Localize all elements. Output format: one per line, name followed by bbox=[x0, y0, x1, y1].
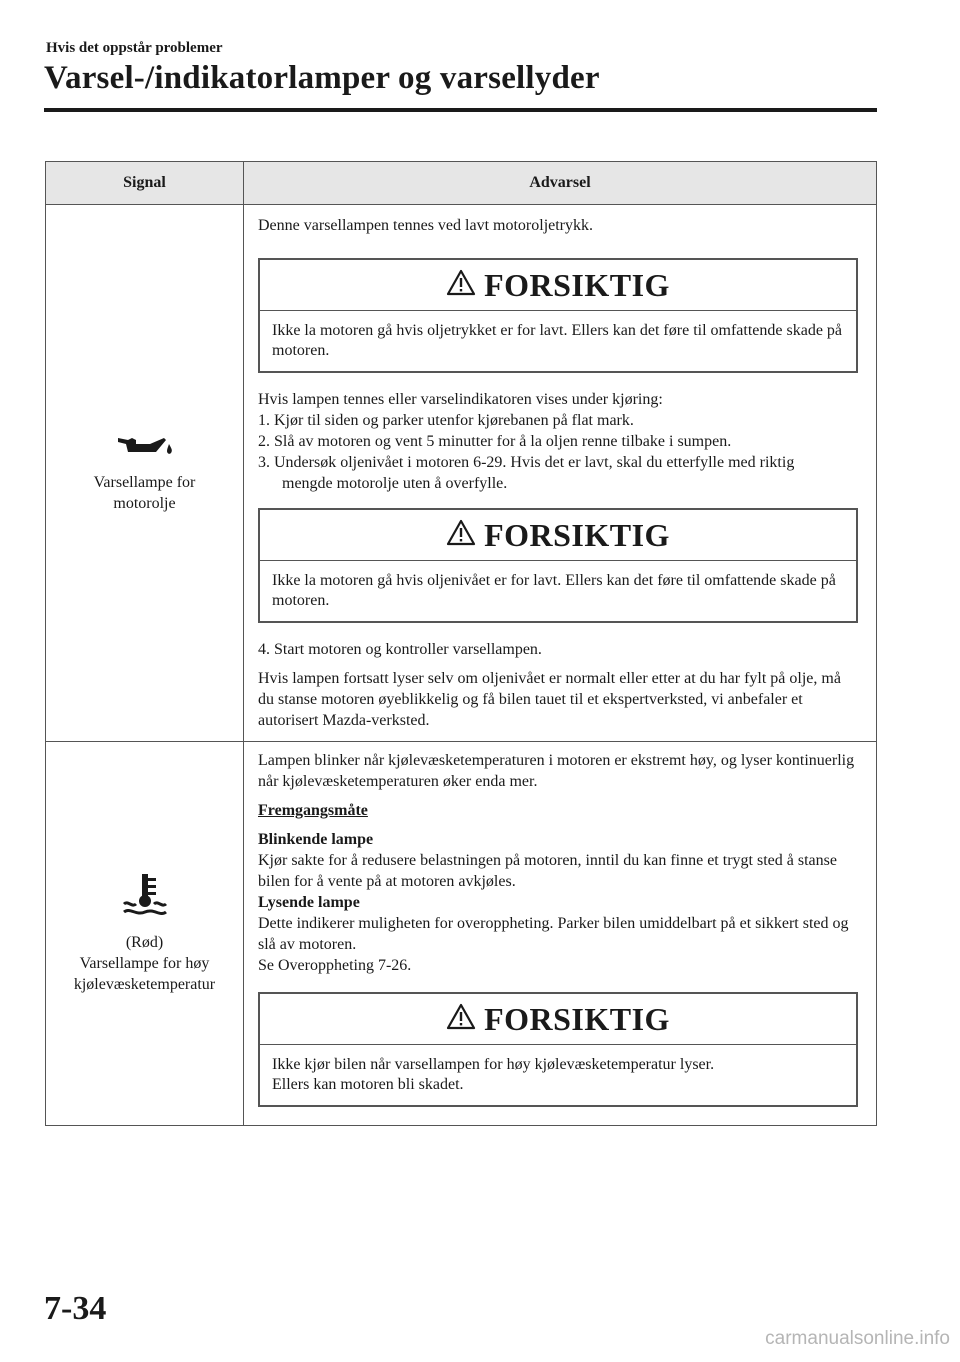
caution-box bbox=[258, 992, 858, 1107]
oil-closing: Hvis lampen fortsatt lyser selv om oljenivået er normalt eller etter at du har fylt på olje, må du stanse motoren øyeblikkelig og få bilen tauet til et ekspertverksted, vi anbefaler et autorisert Mazda-verksted. bbox=[258, 670, 841, 729]
coolant-intro: Lampen blinker når kjølevæsketemperaturen i motoren er ekstremt høy, og lyser kontinuerlig når kjølevæsketemperaturen øker enda mer. bbox=[258, 752, 855, 790]
warning-cell-oil bbox=[244, 205, 876, 741]
caution-text-line2: Ellers kan motoren bli skadet. bbox=[272, 1076, 464, 1093]
signal-label-line1: Varsellampe for høy bbox=[79, 955, 210, 972]
table-header bbox=[46, 162, 876, 205]
caution-text: Ikke la motoren gå hvis oljetrykket er for lavt. Ellers kan det føre til omfattende skade på motoren. bbox=[272, 322, 843, 359]
lit-heading: Lysende lampe bbox=[258, 894, 360, 911]
oil-intro: Denne varsellampen tennes ved lavt motoroljetrykk. bbox=[258, 217, 594, 234]
page-number: 7-34 bbox=[44, 1290, 107, 1327]
table-row bbox=[46, 741, 876, 1125]
signal-color: (Rød) bbox=[125, 934, 164, 951]
caution-text: Ikke la motoren gå hvis oljenivået er for lavt. Ellers kan det føre til omfattende skade på motoren. bbox=[272, 572, 836, 609]
coolant-temperature-icon bbox=[120, 872, 170, 922]
blink-heading: Blinkende lampe bbox=[258, 831, 374, 848]
blink-text: Kjør sakte for å redusere belastningen på motoren, inntil du kan finne et trygt sted å stanse bilen for å vente på at motoren avkjøles. bbox=[258, 852, 837, 890]
caution-triangle-icon bbox=[446, 519, 476, 552]
caution-box bbox=[258, 508, 858, 623]
title-rule bbox=[44, 108, 877, 112]
steps-intro: Hvis lampen tennes eller varselindikatoren vises under kjøring: bbox=[258, 391, 663, 408]
signal-cell-oil bbox=[46, 205, 244, 741]
watermark: carmanualsonline.info bbox=[765, 1328, 950, 1349]
procedure-heading: Fremgangsmåte bbox=[258, 802, 368, 819]
column-header-warning: Advarsel bbox=[529, 174, 591, 191]
caution-triangle-icon bbox=[446, 269, 476, 302]
warning-cell-coolant bbox=[244, 742, 876, 1125]
caution-text-line1: Ikke kjør bilen når varsellampen for høy kjølevæsketemperatur lyser. bbox=[272, 1056, 715, 1073]
signal-label-line2: motorolje bbox=[113, 495, 176, 512]
caution-title: FORSIKTIG bbox=[484, 516, 670, 553]
step-2: 2. Slå av motoren og vent 5 minutter for å la oljen renne tilbake i sumpen. bbox=[258, 433, 732, 450]
caution-title: FORSIKTIG bbox=[484, 1000, 670, 1037]
signal-cell-coolant bbox=[46, 742, 244, 1125]
page-title: Varsel-/indikatorlamper og varsellyder bbox=[44, 60, 600, 96]
lit-text: Dette indikerer muligheten for overoppheting. Parker bilen umiddelbart på et sikkert sted og slå av motoren. bbox=[258, 915, 849, 953]
section-label: Hvis det oppstår problemer bbox=[46, 40, 223, 56]
step-3: 3. Undersøk oljenivået i motoren 6-29. Hvis det er lavt, skal du etterfylle med riktig bbox=[258, 454, 795, 471]
table-row bbox=[46, 205, 876, 741]
oil-can-icon bbox=[114, 432, 176, 464]
caution-box bbox=[258, 258, 858, 373]
signal-label-line1: Varsellampe for bbox=[93, 474, 196, 491]
see-reference: Se Overoppheting 7-26. bbox=[258, 957, 412, 974]
caution-title: FORSIKTIG bbox=[484, 266, 670, 303]
column-header-signal: Signal bbox=[46, 162, 244, 204]
step-4: 4. Start motoren og kontroller varsellampen. bbox=[258, 641, 542, 658]
oil-steps bbox=[258, 389, 858, 494]
step-3-cont: mengde motorolje uten å overfylle. bbox=[282, 475, 508, 492]
step-1: 1. Kjør til siden og parker utenfor kjørebanen på flat mark. bbox=[258, 412, 634, 429]
signal-label-line2: kjølevæsketemperatur bbox=[73, 976, 216, 993]
warning-lamp-table bbox=[45, 161, 877, 1126]
caution-triangle-icon bbox=[446, 1003, 476, 1036]
